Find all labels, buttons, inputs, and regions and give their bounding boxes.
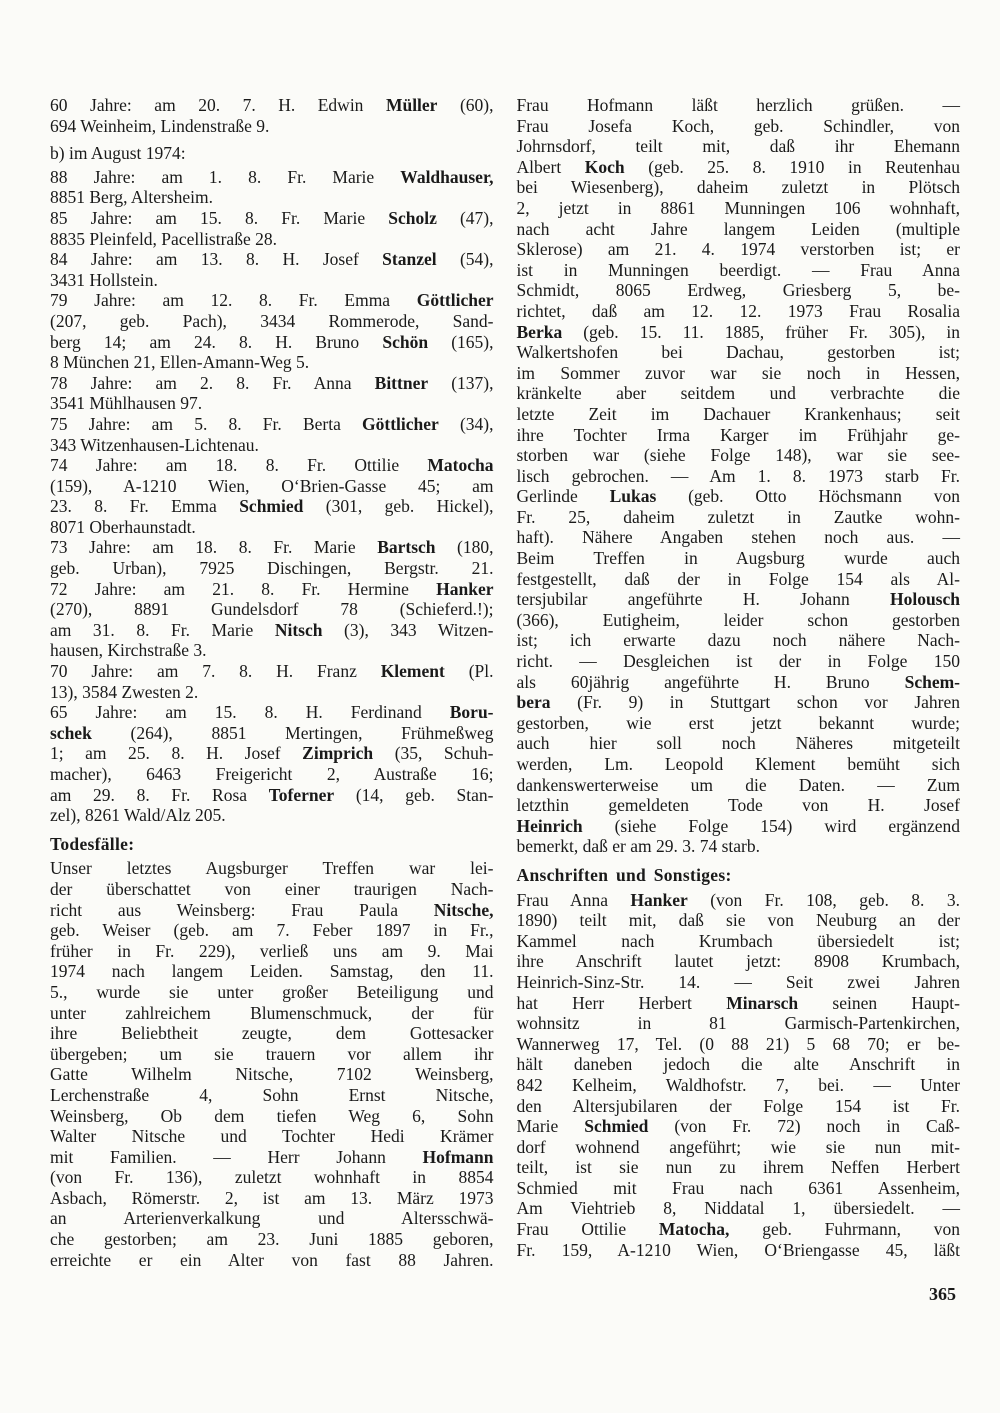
body-text: Gerlinde — [516, 486, 610, 507]
text-line — [50, 879, 494, 900]
text-line — [517, 404, 961, 425]
body-text: ihre Beliebtheit zeugte, dem Gottesacker — [50, 1023, 494, 1044]
text-line — [50, 249, 494, 270]
body-text: Beim Treffen in Augsburg wurde auch — [516, 548, 960, 569]
body-text: früher in Fr. 229), verließ uns am 9. Mai — [50, 940, 494, 961]
body-text: dankenswerterweise um die Daten. — Zum — [516, 774, 960, 795]
bold-name-text: Toferner — [268, 784, 335, 805]
body-text: Johrnsdorf, teilt mit, daß ihr Ehemann — [516, 136, 960, 157]
bold-name-text: Schmied — [584, 1116, 649, 1137]
text-line — [50, 785, 494, 806]
jubilare-august-entries — [50, 167, 494, 826]
body-text: dorf wohnend angeführt; wie sie nun mit- — [516, 1136, 960, 1157]
body-text: 5., wurde sie unter großer Beteiligung und — [50, 981, 494, 1002]
body-text: ist; ich erwarte dazu noch nähere Nach- — [516, 630, 960, 651]
body-text: 60 Jahre: am 20. 7. H. Edwin — [50, 95, 386, 115]
two-column-text — [50, 95, 960, 1270]
text-line — [517, 1096, 961, 1117]
text-line — [50, 352, 494, 373]
body-text: Kammel nach Krumbach übersiedelt ist; — [516, 930, 960, 951]
text-line — [517, 198, 961, 219]
body-text: richtet, daß am 12. 12. 1973 Frau Rosalia — [516, 300, 960, 321]
bold-name-text: Boru- — [449, 702, 494, 723]
bold-name-text: Klement — [380, 661, 445, 682]
body-text: 694 Weinheim, Lindenstraße 9. — [50, 115, 270, 136]
bold-name-text: Heinrich — [516, 815, 583, 836]
body-text: (270), 8891 Gundelsdorf 78 (Schieferd.!); — [50, 599, 494, 620]
body-text: 65 Jahre: am 15. 8. H. Ferdinand — [50, 702, 450, 723]
text-line — [517, 1137, 961, 1158]
text-line — [517, 280, 961, 301]
text-line — [50, 116, 494, 137]
text-line — [50, 270, 494, 291]
body-text: am 29. 8. Fr. Rosa — [50, 784, 269, 805]
body-text: 8851 Berg, Altersheim. — [50, 187, 213, 208]
body-text: (34), — [438, 413, 494, 434]
body-text: (207, geb. Pach), 3434 Rommerode, Sand- — [50, 310, 494, 331]
todesfaelle-continuation-paragraph — [517, 95, 961, 857]
text-line — [517, 548, 961, 569]
text-line — [517, 910, 961, 931]
text-line — [517, 239, 961, 260]
text-line — [50, 682, 494, 703]
anschriften-paragraph — [517, 890, 961, 1261]
text-line — [50, 900, 494, 921]
body-text: 343 Witzenhausen-Lichtenau. — [50, 434, 259, 455]
text-line — [517, 1116, 961, 1137]
text-line — [50, 599, 494, 620]
body-text: 72 Jahre: am 21. 8. Fr. Hermine — [50, 578, 437, 599]
bold-name-text: Minarsch — [726, 992, 799, 1013]
body-text: che gestorben; am 23. Juni 1885 geboren, — [50, 1229, 494, 1250]
text-line — [517, 972, 961, 993]
left-column — [50, 95, 494, 1270]
text-line — [50, 579, 494, 600]
body-text: ihre Tochter Irma Karger im Frühjahr ge- — [516, 424, 960, 445]
body-text: Schmied mit Frau nach 6361 Assenheim, — [516, 1177, 960, 1198]
body-text: wohnsitz in 81 Garmisch-Partenkirchen, — [516, 1013, 960, 1034]
text-line — [517, 363, 961, 384]
bold-name-text: Schön — [382, 331, 429, 352]
text-line — [517, 651, 961, 672]
body-text: (geb. Otto Höchsmann von — [656, 486, 960, 507]
body-text: (geb. 15. 11. 1885, früher Fr. 305), in — [562, 321, 960, 342]
body-text: erreichte er ein Alter von fast 88 Jahren. — [50, 1249, 494, 1270]
text-line — [50, 455, 494, 476]
body-text: 1974 nach langem Leiden. Samstag, den 11. — [50, 961, 494, 982]
anschriften-heading — [517, 865, 961, 886]
text-line — [50, 558, 494, 579]
text-line — [50, 805, 494, 826]
text-line — [517, 1198, 961, 1219]
body-text: Marie — [516, 1116, 585, 1137]
text-line — [50, 1126, 494, 1147]
text-line — [50, 435, 494, 456]
text-line — [50, 229, 494, 250]
text-line — [50, 1167, 494, 1188]
body-text: (Pl. — [444, 661, 494, 682]
body-text: (von Fr. 136), zuletzt wohnhaft in 8854 — [50, 1167, 494, 1188]
body-text: kränkelte aber seitdem und verbrachte die — [516, 383, 960, 404]
text-line — [517, 1034, 961, 1055]
body-text: mit Familien. — Herr Johann — [50, 1146, 423, 1167]
text-line — [50, 1023, 494, 1044]
bold-name-text: Nitsche, — [433, 899, 494, 920]
body-text: (3), 343 Witzen- — [322, 619, 494, 640]
text-line — [517, 931, 961, 952]
body-text: Frau Josefa Koch, geb. Schindler, von — [516, 115, 960, 136]
text-line — [50, 1003, 494, 1024]
body-text: lisch gebrochen. — Am 1. 8. 1973 starb Fr. — [516, 465, 960, 486]
body-text: auch hier soll noch Näheres mitgeteilt — [516, 733, 960, 754]
body-text: (Fr. 9) in Stuttgart schon vor Jahren — [550, 692, 960, 713]
text-line — [517, 754, 961, 775]
body-text: storben war (siehe Folge 148), war sie see- — [516, 445, 960, 466]
body-text: 8 München 21, Ellen-Amann-Weg 5. — [50, 352, 310, 373]
bold-name-text: schek — [50, 722, 92, 743]
body-text: 85 Jahre: am 15. 8. Fr. Marie — [50, 207, 389, 228]
text-line — [517, 486, 961, 507]
body-text: macher), 6463 Freigericht 2, Austraße 16; — [50, 764, 494, 784]
text-line — [50, 1085, 494, 1106]
text-line — [517, 136, 961, 157]
page-number: 365 — [929, 1284, 956, 1304]
body-text: (301, geb. Hickel), — [303, 496, 494, 517]
text-line — [517, 816, 961, 837]
bold-name-text: Göttlicher — [362, 413, 439, 434]
bold-name-text: Matocha, — [658, 1219, 730, 1240]
body-text: nach acht Jahre langem Leiden (multiple — [516, 218, 960, 239]
body-text: (60), — [437, 95, 494, 115]
text-line — [50, 95, 494, 116]
text-line — [517, 301, 961, 322]
text-line — [50, 1250, 494, 1271]
body-text: im Sommer zuvor war sie noch in Hessen, — [516, 362, 960, 383]
body-text: tersjubilar angeführte H. Johann — [516, 589, 890, 610]
bold-name-text: Hanker — [436, 578, 494, 599]
text-line — [517, 692, 961, 713]
text-line — [517, 630, 961, 651]
text-line — [517, 342, 961, 363]
text-line — [517, 260, 961, 281]
body-text: 3431 Hollstein. — [50, 269, 158, 290]
bold-name-text: Hofmann — [422, 1146, 494, 1167]
text-line — [50, 1106, 494, 1127]
text-line — [517, 1054, 961, 1075]
body-text: (165), — [428, 331, 494, 352]
body-text: übergeben; um sie trauern vor allem ihr — [50, 1043, 494, 1064]
body-text: 88 Jahre: am 1. 8. Fr. Marie — [50, 166, 401, 187]
sub-heading: b) im August 1974: — [50, 143, 186, 164]
bold-name-text: Koch — [584, 156, 625, 177]
jubilare-august-subheading — [50, 143, 494, 164]
body-text: (366), Eutigheim, leider schon gestorben — [516, 609, 960, 630]
body-text: hausen, Kirchstraße 3. — [50, 640, 207, 661]
bold-name-text: Schem- — [904, 671, 960, 692]
body-text: 8071 Oberhaunstadt. — [50, 516, 196, 537]
body-text: Fr. 25, daheim zuletzt in Zautke wohn- — [516, 506, 960, 527]
bold-name-text: Zimprich — [302, 743, 374, 764]
text-line — [517, 445, 961, 466]
body-text: 2, jetzt in 8861 Munningen 106 wohnhaft, — [516, 197, 960, 218]
text-line — [517, 1178, 961, 1199]
text-line — [50, 311, 494, 332]
body-text: (47), — [436, 207, 494, 228]
text-line — [50, 187, 494, 208]
body-text: (137), — [428, 372, 494, 393]
body-text: 8835 Pleinfeld, Pacellistraße 28. — [50, 228, 277, 249]
text-line — [50, 1064, 494, 1085]
text-line — [50, 661, 494, 682]
body-text: 1; am 25. 8. H. Josef — [50, 743, 303, 764]
body-text: Albert — [516, 156, 585, 177]
text-line — [50, 1147, 494, 1168]
text-line — [517, 219, 961, 240]
body-text: richt. — Desgleichen ist der in Folge 150 — [516, 651, 960, 672]
body-text: Schmidt, 8065 Erdweg, Griesberg 5, be- — [516, 280, 960, 301]
body-text: (von Fr. 108, geb. 8. 3. — [687, 889, 960, 910]
todesfaelle-heading — [50, 834, 494, 855]
body-text: 842 Kelheim, Waldhofstr. 7, bei. — Unter — [516, 1074, 960, 1095]
text-line — [50, 723, 494, 744]
text-line — [50, 858, 494, 879]
text-line — [517, 713, 961, 734]
body-text: geb. Urban), 7925 Dischingen, Bergstr. 21. — [50, 558, 494, 579]
body-text: 84 Jahre: am 13. 8. H. Josef — [50, 249, 383, 270]
body-text: (54), — [436, 249, 494, 270]
body-text: unter zahlreichem Blumenschmuck, der für — [50, 1002, 494, 1023]
body-text: am 31. 8. Fr. Marie — [50, 619, 275, 640]
section-heading: Anschriften und Sonstiges: — [516, 864, 732, 885]
text-line — [517, 1219, 961, 1240]
body-text: hält daneben jedoch die alte Anschrift in — [516, 1054, 960, 1075]
text-line — [517, 157, 961, 178]
text-line — [517, 733, 961, 754]
body-text: teilt, ist sie nun zu ihrem Neffen Herbert — [516, 1157, 960, 1178]
body-text: 70 Jahre: am 7. 8. H. Franz — [50, 661, 381, 682]
jubilare-juli-entry — [50, 95, 494, 136]
body-text: hat Herr Herbert — [516, 992, 727, 1013]
body-text: den Altersjubilaren der Folge 154 ist Fr. — [516, 1095, 960, 1116]
bold-name-text: Schmied — [239, 496, 304, 517]
body-text: letzte Zeit im Dachauer Krankenhaus; seit — [516, 403, 960, 424]
text-line — [50, 332, 494, 353]
bold-name-text: Scholz — [388, 207, 437, 228]
bold-name-text: Göttlicher — [416, 290, 494, 311]
body-text: Walkertshofen bei Dachau, gestorben ist; — [516, 342, 960, 363]
body-text: Heinrich-Sinz-Str. 14. — Seit zwei Jahren — [516, 971, 960, 992]
text-line — [50, 982, 494, 1003]
text-line — [50, 1044, 494, 1065]
right-column — [517, 95, 961, 1270]
text-line — [517, 1013, 961, 1034]
text-line — [50, 1229, 494, 1250]
bold-name-text: Stanzel — [382, 249, 437, 270]
body-text: haft). Nähere Angaben stehen noch aus. — — [516, 527, 960, 548]
text-line — [50, 702, 494, 723]
body-text: berg 14; am 24. 8. H. Bruno — [50, 331, 383, 352]
text-line — [50, 393, 494, 414]
text-line — [50, 1208, 494, 1229]
body-text: Wannerweg 17, Tel. (0 88 21) 5 68 70; er be- — [516, 1033, 960, 1054]
body-text: Sklerose) am 21. 4. 1974 verstorben ist; er — [516, 239, 960, 260]
text-line — [517, 425, 961, 446]
body-text: Weinsberg, Ob dem tiefen Weg 6, Sohn — [50, 1105, 494, 1126]
body-text: 75 Jahre: am 5. 8. Fr. Berta — [50, 413, 363, 434]
body-text: (von Fr. 72) noch in Caß- — [648, 1116, 960, 1137]
body-text: 13), 3584 Zwesten 2. — [50, 681, 199, 702]
text-line — [50, 290, 494, 311]
bold-name-text: Müller — [385, 95, 438, 115]
text-line — [517, 95, 961, 116]
body-text: bemerkt, daß er am 29. 3. 74 starb. — [516, 836, 760, 857]
text-line — [517, 672, 961, 693]
text-line — [517, 527, 961, 548]
body-text: Am Viehtrieb 8, Niddatal 1, übersiedelt. — — [516, 1198, 960, 1219]
body-text: 1890) teilt mit, daß sie von Neuburg an der — [516, 910, 960, 931]
body-text: (264), 8851 Mertingen, Frühmeßweg — [91, 722, 494, 743]
text-line — [50, 517, 494, 538]
body-text: (159), A-1210 Wien, O‘Brien-Gasse 45; am — [50, 475, 494, 496]
text-line — [50, 743, 494, 764]
body-text: Asbach, Römerstr. 2, ist am 13. März 1973 — [50, 1187, 494, 1208]
text-line — [50, 961, 494, 982]
text-line — [517, 322, 961, 343]
bold-name-text: Berka — [516, 321, 563, 342]
text-line — [50, 920, 494, 941]
body-text: (35, Schuh- — [373, 743, 494, 764]
text-line — [517, 177, 961, 198]
bold-name-text: Lukas — [609, 486, 657, 507]
body-text: bei Wiesenberg), daheim zuletzt in Plötsch — [516, 177, 960, 198]
body-text: geb. Fuhrmann, von — [729, 1219, 960, 1240]
text-line — [50, 537, 494, 558]
body-text: 74 Jahre: am 18. 8. Fr. Ottilie — [50, 455, 428, 476]
text-line — [517, 993, 961, 1014]
body-text: letzthin gemeldeten Tode von H. Josef — [516, 795, 960, 816]
body-text: ist in Munningen beerdigt. — Frau Anna — [516, 259, 960, 280]
text-line — [517, 951, 961, 972]
text-line — [517, 1075, 961, 1096]
body-text: 78 Jahre: am 2. 8. Fr. Anna — [50, 372, 375, 393]
text-line — [517, 466, 961, 487]
body-text: Lerchenstraße 4, Sohn Ernst Nitsche, — [50, 1084, 494, 1105]
bold-name-text: Nitsch — [274, 619, 323, 640]
bold-name-text: bera — [516, 692, 551, 713]
body-text: Frau Ottilie — [516, 1219, 659, 1240]
text-line — [50, 941, 494, 962]
todesfaelle-paragraph — [50, 858, 494, 1270]
body-text: 3541 Mühlhausen 97. — [50, 393, 203, 414]
body-text: zel), 8261 Wald/Alz 205. — [50, 805, 226, 826]
text-line — [517, 1157, 961, 1178]
body-text: festgestellt, daß der in Folge 154 als Al- — [516, 568, 960, 589]
bold-name-text: Bittner — [374, 372, 429, 393]
text-line — [517, 836, 961, 857]
text-line — [517, 1240, 961, 1261]
body-text: geb. Weiser (geb. am 7. Feber 1897 in Fr., — [50, 920, 494, 941]
body-text: Unser letztes Augsburger Treffen war lei- — [50, 858, 494, 879]
bold-name-text: Hanker — [630, 889, 688, 910]
body-text: 73 Jahre: am 18. 8. Fr. Marie — [50, 537, 378, 558]
text-line — [50, 414, 494, 435]
body-text: (geb. 25. 8. 1910 in Reutenhau — [624, 156, 960, 177]
text-line — [517, 507, 961, 528]
text-line — [50, 620, 494, 641]
text-line — [50, 764, 494, 785]
bold-name-text: Waldhauser, — [400, 166, 494, 187]
bold-name-text: Bartsch — [377, 537, 436, 558]
body-text: an Arterienverkalkung und Altersschwä- — [50, 1208, 494, 1229]
body-text: Frau Anna — [516, 889, 631, 910]
text-line — [517, 890, 961, 911]
text-line — [517, 116, 961, 137]
body-text: werden, Lm. Leopold Klement bemüht sich — [516, 754, 960, 774]
body-text: (180, — [435, 537, 494, 558]
text-line — [50, 373, 494, 394]
body-text: der überschattet von einer traurigen Nach- — [50, 878, 494, 899]
body-text: ihre Anschrift lautet jetzt: 8908 Krumbach, — [516, 951, 960, 972]
body-text: Gatte Wilhelm Nitsche, 7102 Weinsberg, — [50, 1064, 494, 1085]
text-line — [517, 795, 961, 816]
bold-name-text: Matocha — [427, 455, 494, 476]
text-line — [517, 775, 961, 796]
body-text: 23. 8. Fr. Emma — [50, 496, 240, 517]
body-text: Fr. 159, A-1210 Wien, O‘Briengasse 45, läßt — [516, 1239, 960, 1260]
body-text: Frau Hofmann läßt herzlich grüßen. — — [516, 95, 960, 115]
text-line — [517, 569, 961, 590]
body-text: seinen Haupt- — [798, 992, 960, 1013]
bold-name-text: Holousch — [889, 589, 960, 610]
text-line — [517, 383, 961, 404]
text-line — [517, 589, 961, 610]
body-text: richt aus Weinsberg: Frau Paula — [50, 899, 434, 920]
text-line — [50, 496, 494, 517]
body-text: (siehe Folge 154) wird ergänzend — [582, 815, 960, 836]
text-line — [50, 476, 494, 497]
body-text: Walter Nitsche und Tochter Hedi Krämer — [50, 1126, 494, 1147]
text-line — [50, 640, 494, 661]
body-text: gestorben, wie erst jetzt bekannt wurde; — [516, 712, 960, 733]
text-line — [517, 610, 961, 631]
text-line — [50, 167, 494, 188]
text-line — [50, 1188, 494, 1209]
body-text: 79 Jahre: am 12. 8. Fr. Emma — [50, 290, 417, 311]
section-heading: Todesfälle: — [50, 833, 135, 854]
text-line — [50, 208, 494, 229]
body-text: (14, geb. Stan- — [334, 784, 494, 805]
body-text: als 60jährig angeführte H. Bruno — [516, 671, 905, 692]
